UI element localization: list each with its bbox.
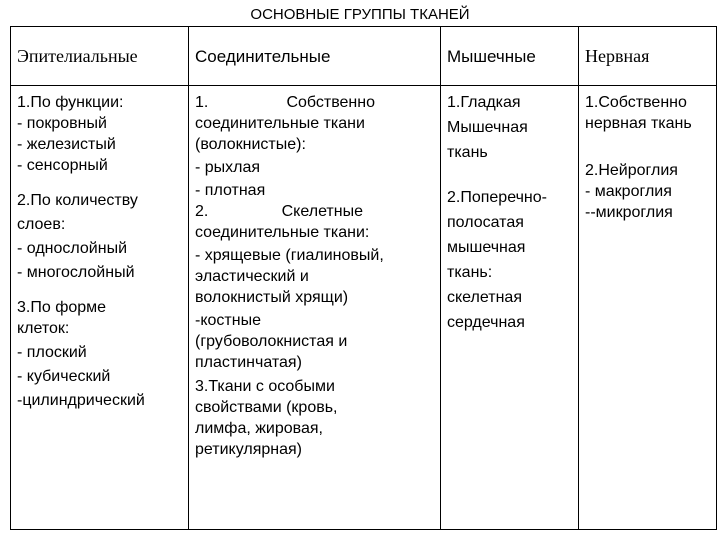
connective-line: - плотная <box>195 182 266 199</box>
connective-item-title: Скелетные <box>281 203 363 220</box>
nervous-line: нервная ткань <box>585 115 692 132</box>
connective-line: (волокнистые): <box>195 136 306 153</box>
muscle-line: полосатая <box>447 214 524 231</box>
connective-item-number: 2. <box>195 203 209 220</box>
connective-line <box>195 92 375 113</box>
epithelial-line: - однослойный <box>17 240 128 257</box>
nervous-line: --микроглия <box>585 204 673 221</box>
connective-line <box>195 201 363 222</box>
epithelial-line: слоев: <box>17 216 66 233</box>
connective-line: соединительные ткани: <box>195 224 370 241</box>
nervous-line: 2.Нейроглия <box>585 162 678 179</box>
epithelial-line: - покровный <box>17 115 107 132</box>
connective-line: - рыхлая <box>195 159 261 176</box>
epithelial-line: - сенсорный <box>17 157 108 174</box>
nervous-line: 1.Собственно <box>585 94 687 111</box>
header-nervous: Нервная <box>579 27 717 86</box>
cell-connective <box>189 86 441 530</box>
muscle-line: Мышечная <box>447 119 528 136</box>
connective-item-number: 1. <box>195 94 209 111</box>
connective-line: -костные <box>195 312 261 329</box>
epithelial-line: 3.По форме <box>17 299 107 316</box>
header-connective: Соединительные <box>189 27 441 86</box>
epithelial-line: клеток: <box>17 320 70 337</box>
page-title: ОСНОВНЫЕ ГРУППЫ ТКАНЕЙ <box>250 6 470 23</box>
table-header-row <box>11 27 717 86</box>
connective-line: свойствами (кровь, <box>195 399 338 416</box>
spacer <box>17 283 182 297</box>
connective-line: волокнистый хрящи) <box>195 289 349 306</box>
connective-line: соединительные ткани <box>195 115 365 132</box>
connective-line: лимфа, жировая, <box>195 420 323 437</box>
spacer <box>17 176 182 190</box>
muscle-line: сердечная <box>447 314 525 331</box>
muscle-line: мышечная <box>447 239 526 256</box>
muscle-line: 2.Поперечно- <box>447 189 547 206</box>
muscle-line: 1.Гладкая <box>447 94 521 111</box>
connective-line: (грубоволокнистая и <box>195 333 348 350</box>
cell-nervous <box>579 86 717 530</box>
muscle-line: ткань <box>447 144 488 161</box>
header-muscle: Мышечные <box>441 27 579 86</box>
spacer <box>447 163 572 187</box>
cell-epithelial <box>11 86 189 530</box>
connective-line: ретикулярная) <box>195 441 302 458</box>
connective-line: эластический и <box>195 268 309 285</box>
cell-muscle <box>441 86 579 530</box>
connective-line: пластинчатая) <box>195 354 302 371</box>
nervous-line: - макроглия <box>585 183 672 200</box>
muscle-line: ткань: <box>447 264 493 281</box>
connective-line: 3.Ткани с особыми <box>195 378 335 395</box>
muscle-line: скелетная <box>447 289 522 306</box>
epithelial-line: 1.По функции: <box>17 94 124 111</box>
spacer <box>585 134 710 160</box>
epithelial-line: -цилиндрический <box>17 392 145 409</box>
header-epithelial: Эпителиальные <box>11 27 189 86</box>
tissue-groups-table <box>10 26 717 530</box>
epithelial-line: 2.По количеству <box>17 192 138 209</box>
epithelial-line: - железистый <box>17 136 116 153</box>
connective-line: - хрящевые (гиалиновый, <box>195 247 384 264</box>
epithelial-line: - плоский <box>17 344 87 361</box>
table-body-row <box>11 86 717 530</box>
epithelial-line: - кубический <box>17 368 111 385</box>
connective-item-title: Собственно <box>286 94 375 111</box>
epithelial-line: - многослойный <box>17 264 135 281</box>
